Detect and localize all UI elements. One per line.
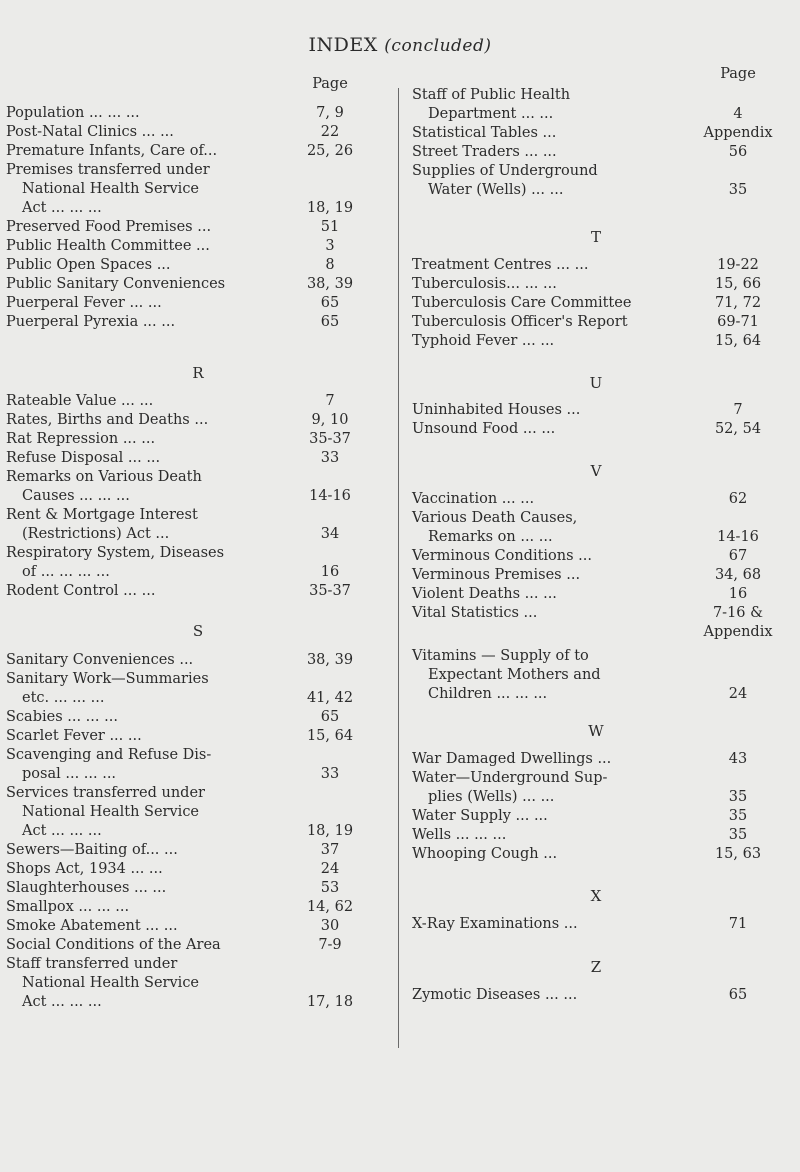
entry-page-ref: 16 (320, 564, 340, 580)
entry-page-ref: 24 (728, 686, 748, 702)
entry-page-ref: 62 (728, 491, 748, 507)
entry-text: Premises transferred under (6, 162, 210, 178)
entry-text: posal ... ... ... (22, 766, 117, 782)
entry-text: Premature Infants, Care of... (6, 143, 218, 159)
entry-text: Vital Statistics ... (412, 605, 538, 621)
entry-text: National Health Service (22, 975, 200, 991)
entry-text: Tuberculosis Officer's Report (412, 314, 628, 330)
entry-text: Smallpox ... ... ... (6, 899, 130, 915)
entry-text: Supplies of Underground (412, 163, 598, 179)
entry-text: Remarks on ... ... (428, 529, 553, 545)
entry-text: Wells ... ... ... (412, 827, 507, 843)
entry-text: Shops Act, 1934 ... ... (6, 861, 163, 877)
entry-page-ref: 35 (728, 789, 748, 805)
entry-page-ref: 53 (320, 880, 340, 896)
entry-text: Act ... ... ... (22, 823, 102, 839)
entry-page-ref: 19-22 (717, 257, 759, 273)
entry-page-ref: 69-71 (717, 314, 759, 330)
entry-page-ref: 16 (728, 586, 748, 602)
entry-page-ref: 37 (320, 842, 340, 858)
entry-page-ref: 71 (728, 916, 748, 932)
entry-page-ref: 67 (728, 548, 748, 564)
entry-text: Smoke Abatement ... ... (6, 918, 178, 934)
entry-page-ref: 56 (728, 144, 748, 160)
entry-page-ref: 14-16 (309, 488, 351, 504)
entry-text: Refuse Disposal ... ... (6, 450, 161, 466)
entry-text: Population ... ... ... (6, 105, 140, 121)
section-letter: T (590, 228, 601, 246)
entry-text: Public Open Spaces ... (6, 257, 171, 273)
page-heading-right: Page (720, 66, 756, 82)
entry-text: Act ... ... ... (22, 994, 102, 1010)
entry-text: Preserved Food Premises ... (6, 219, 212, 235)
entry-page-ref: 15, 63 (714, 846, 762, 862)
entry-text: Statistical Tables ... (412, 125, 557, 141)
section-letter: S (192, 622, 204, 640)
entry-text: Verminous Premises ... (412, 567, 581, 583)
entry-page-ref: 65 (320, 709, 340, 725)
entry-page-ref: 8 (325, 257, 335, 273)
entry-text: Water (Wells) ... ... (428, 182, 564, 198)
entry-text: Department ... ... (428, 106, 554, 122)
entry-text: Typhoid Fever ... ... (412, 333, 555, 349)
entry-text: Scarlet Fever ... ... (6, 728, 142, 744)
entry-page-ref: 35-37 (309, 583, 351, 599)
entry-text: of ... ... ... ... (22, 564, 110, 580)
entry-page-ref: 4 (733, 106, 743, 122)
entry-text: Act ... ... ... (22, 200, 102, 216)
entry-text: Remarks on Various Death (6, 469, 202, 485)
entry-text: Puerperal Fever ... ... (6, 295, 162, 311)
section-letter: Z (590, 958, 602, 976)
entry-page-ref: 18, 19 (306, 200, 354, 216)
entry-text: Sanitary Work—Summaries (6, 671, 209, 687)
entry-text: Treatment Centres ... ... (412, 257, 589, 273)
entry-text: Public Sanitary Conveniences (6, 276, 226, 292)
entry-page-ref: 35 (728, 808, 748, 824)
section-letter: U (589, 374, 603, 392)
entry-page-ref: 7 (325, 393, 335, 409)
entry-page-ref: 7-16 & (712, 605, 764, 621)
entry-page-ref: 34 (320, 526, 340, 542)
page-heading-left: Page (312, 76, 348, 92)
entry-text: Scavenging and Refuse Dis- (6, 747, 212, 763)
entry-text: Verminous Conditions ... (412, 548, 592, 564)
entry-text: Puerperal Pyrexia ... ... (6, 314, 176, 330)
entry-page-ref: 65 (320, 295, 340, 311)
entry-text: Rateable Value ... ... (6, 393, 154, 409)
entry-text: Post-Natal Clinics ... ... (6, 124, 174, 140)
entry-text: Rates, Births and Deaths ... (6, 412, 209, 428)
entry-text: Causes ... ... ... (22, 488, 130, 504)
entry-page-ref: 35 (728, 182, 748, 198)
entry-text: Sewers—Baiting of... ... (6, 842, 178, 858)
entry-page-ref: 14-16 (717, 529, 759, 545)
entry-text: Respiratory System, Diseases (6, 545, 225, 561)
entry-page-ref: 18, 19 (306, 823, 354, 839)
entry-text: Uninhabited Houses ... (412, 402, 581, 418)
section-letter: X (590, 887, 602, 905)
entry-page-ref: 9, 10 (311, 412, 349, 428)
entry-page-ref: 65 (728, 987, 748, 1003)
entry-text: (Restrictions) Act ... (22, 526, 170, 542)
entry-page-ref: 38, 39 (306, 276, 354, 292)
entry-page-ref: 7, 9 (316, 105, 344, 121)
entry-text: Unsound Food ... ... (412, 421, 556, 437)
section-letter: V (590, 462, 602, 480)
entry-text: Tuberculosis... ... ... (412, 276, 557, 292)
entry-text: Sanitary Conveniences ... (6, 652, 194, 668)
entry-page-ref: 25, 26 (306, 143, 354, 159)
entry-text: Slaughterhouses ... ... (6, 880, 167, 896)
entry-text: Water—Underground Sup- (412, 770, 608, 786)
entry-page-ref: 51 (320, 219, 340, 235)
entry-page-ref: 35-37 (309, 431, 351, 447)
entry-text: Various Death Causes, (412, 510, 578, 526)
entry-page-ref: 15, 64 (714, 333, 762, 349)
entry-text: Services transferred under (6, 785, 205, 801)
entry-text: Rent & Mortgage Interest (6, 507, 198, 523)
entry-text: Tuberculosis Care Committee (412, 295, 632, 311)
entry-text: National Health Service (22, 181, 200, 197)
column-divider (398, 88, 399, 1048)
entry-text: Zymotic Diseases ... ... (412, 987, 578, 1003)
entry-page-ref: 22 (320, 124, 340, 140)
entry-page-ref: 33 (320, 766, 340, 782)
entry-text: X-Ray Examinations ... (412, 916, 578, 932)
entry-page-ref: 52, 54 (714, 421, 762, 437)
entry-text: etc. ... ... ... (22, 690, 105, 706)
entry-page-ref: 15, 64 (306, 728, 354, 744)
entry-text: Street Traders ... ... (412, 144, 557, 160)
entry-text: Public Health Committee ... (6, 238, 210, 254)
entry-page-ref: Appendix (703, 624, 773, 640)
entry-page-ref: 17, 18 (306, 994, 354, 1010)
entry-page-ref: 71, 72 (714, 295, 762, 311)
entry-text: Water Supply ... ... (412, 808, 548, 824)
entry-text: Staff of Public Health (412, 87, 571, 103)
entry-page-ref: 33 (320, 450, 340, 466)
entry-text: plies (Wells) ... ... (428, 789, 555, 805)
entry-page-ref: 7-9 (318, 937, 342, 953)
entry-text: Expectant Mothers and (428, 667, 601, 683)
entry-page-ref: 35 (728, 827, 748, 843)
entry-text: National Health Service (22, 804, 200, 820)
entry-page-ref: 30 (320, 918, 340, 934)
entry-text: Rat Repression ... ... (6, 431, 156, 447)
entry-text: Vitamins — Supply of to (412, 648, 589, 664)
entry-page-ref: 7 (733, 402, 743, 418)
section-letter: R (192, 364, 204, 382)
entry-page-ref: 24 (320, 861, 340, 877)
entry-text: Scabies ... ... ... (6, 709, 118, 725)
entry-page-ref: 15, 66 (714, 276, 762, 292)
entry-page-ref: 41, 42 (306, 690, 354, 706)
page-title (0, 34, 800, 56)
entry-text: Social Conditions of the Area (6, 937, 221, 953)
section-letter: W (588, 722, 604, 740)
entry-page-ref: 43 (728, 751, 748, 767)
entry-text: Children ... ... ... (428, 686, 548, 702)
entry-text: War Damaged Dwellings ... (412, 751, 612, 767)
entry-page-ref: 14, 62 (306, 899, 354, 915)
entry-text: Violent Deaths ... ... (412, 586, 557, 602)
entry-text: Vaccination ... ... (412, 491, 535, 507)
title-subtitle: (concluded) (384, 36, 492, 56)
entry-text: Whooping Cough ... (412, 846, 558, 862)
entry-page-ref: 34, 68 (714, 567, 762, 583)
entry-page-ref: 3 (325, 238, 335, 254)
entry-page-ref: Appendix (703, 125, 773, 141)
title-main: INDEX (308, 34, 378, 56)
entry-text: Rodent Control ... ... (6, 583, 156, 599)
entry-page-ref: 65 (320, 314, 340, 330)
entry-text: Staff transferred under (6, 956, 178, 972)
entry-page-ref: 38, 39 (306, 652, 354, 668)
